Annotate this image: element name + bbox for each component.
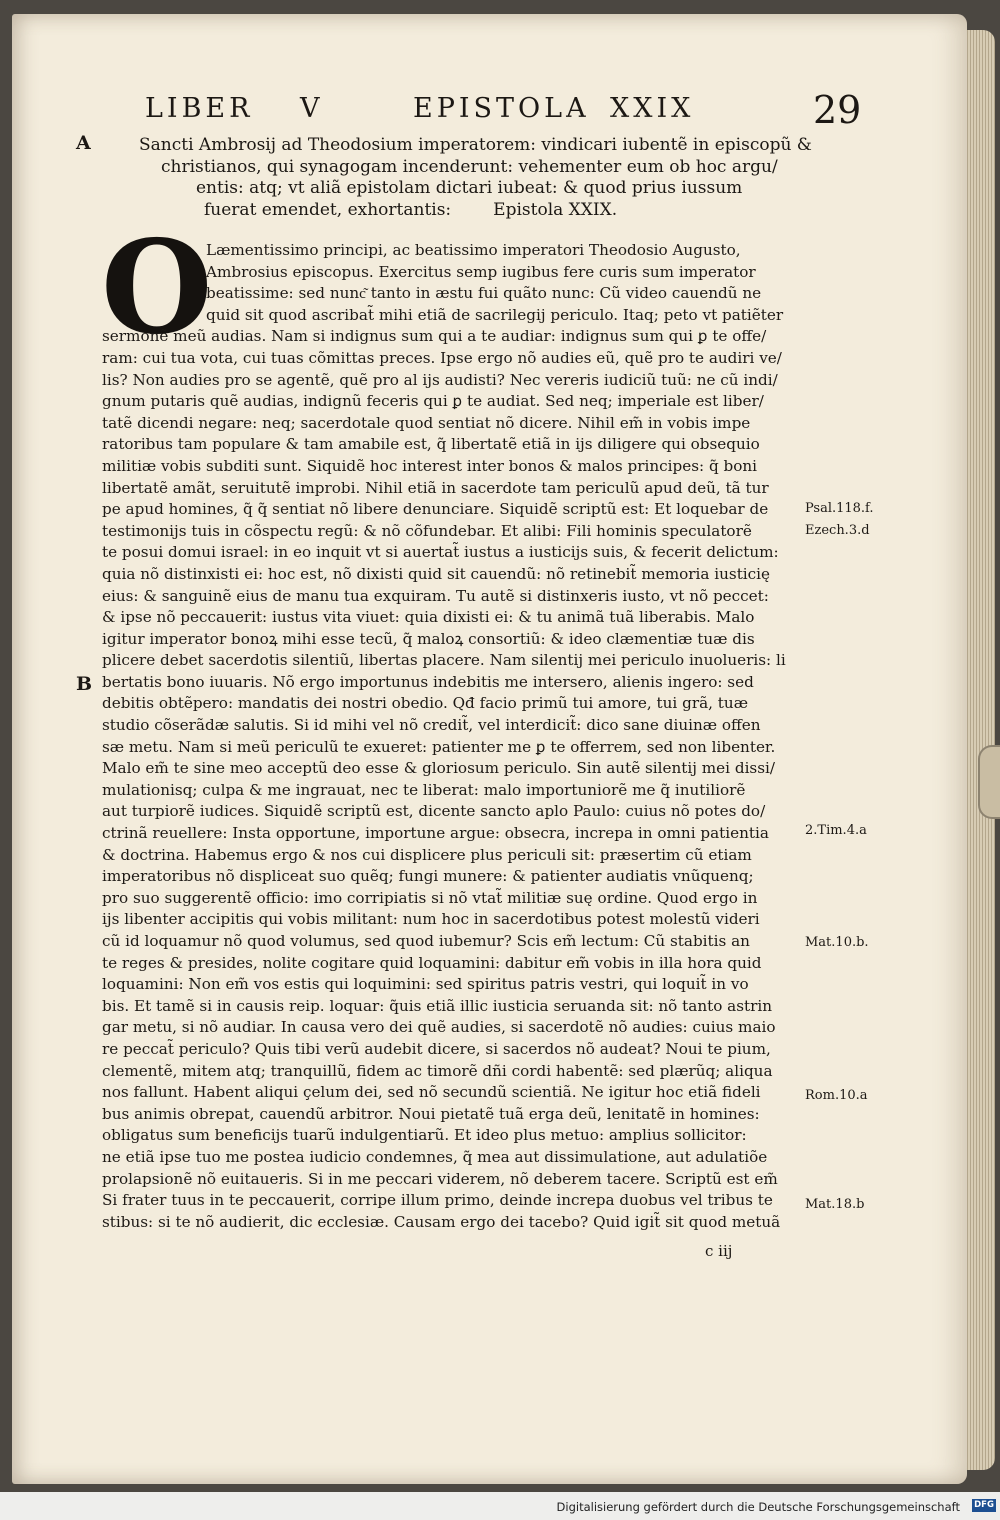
marginal-reference: Mat.18.b xyxy=(805,1197,865,1212)
text-line: clementẽ, mitem atq; tranquillũ, fidem ac timorẽ dñi cordi habentẽ: sed plærũq; aliqua xyxy=(102,1061,773,1080)
running-head-epistola-number: XXIX xyxy=(610,93,695,124)
section-marker-a: A xyxy=(76,132,91,154)
marginal-reference: Mat.10.b. xyxy=(805,935,869,950)
text-line: bis. Et tamẽ si in causis reip. loquar: q̃uis etiã illic iusticia seruanda sit: nõ tanto astrin xyxy=(102,996,773,1015)
text-line: ctrinã reuellere: Insta opportune, importune argue: obsecra, increpa in omni patientia xyxy=(102,824,769,843)
text-line: eius: & sanguinẽ eius de manu tua exquiram. Tu autẽ si distinxeris iusto, vt nõ peccet: xyxy=(102,586,769,605)
text-line: & doctrina. Habemus ergo & nos cui displicere plus periculi sit: præsertim cũ etiam xyxy=(102,845,752,864)
text-line: gar metu, si nõ audiar. In causa vero dei quẽ audies, si sacerdotẽ nõ audies: cuius maio xyxy=(102,1018,776,1037)
marginal-reference: Ezech.3.d xyxy=(805,523,870,538)
text-line: quia nõ distinxisti ei: hoc est, nõ dixisti quid sit cauendũ: nõ retinebit̃ memoria iusticię xyxy=(102,564,771,583)
text-line: pe apud homines, q̃ q̃ sentiat nõ libere denunciare. Siquidẽ scriptũ est: Et loquebar de xyxy=(102,500,769,519)
text-line: imperatoribus nõ displiceat suo quẽq; fungi munere: & patienter audiatis vnũquenq; xyxy=(102,867,754,886)
marginal-reference: Rom.10.a xyxy=(805,1088,868,1103)
text-line: quid sit quod ascribat̃ mihi etiã de sacrilegij periculo. Itaq; peto vt patiẽter xyxy=(206,305,784,324)
text-line: libertatẽ amãt, seruitutẽ improbi. Nihil etiã in sacerdote tam periculũ apud deũ, tã tur xyxy=(102,478,769,497)
letter-rubric xyxy=(139,135,812,221)
marginal-reference: 2.Tim.4.a xyxy=(805,823,867,838)
drop-initial: O xyxy=(101,213,213,363)
text-line: ram: cui tua vota, cui tuas cõmittas preces. Ipse ergo nõ audies eũ, quẽ pro te audiri ve/ xyxy=(102,348,782,367)
text-line: militiæ vobis subditi sunt. Siquidẽ hoc interest inter bonos & malos principes: q̃ boni xyxy=(102,456,758,475)
text-line: ijs libenter accipitis qui vobis militant: num hoc in sacerdotibus potest molestũ videri xyxy=(102,910,760,929)
text-line: studio cõserãdæ salutis. Si id mihi vel nõ credit̃, vel interdicit̃: dico sane diuinæ offen xyxy=(102,716,761,735)
text-line: Læmentissimo principi, ac beatissimo imperatori Theodosio Augusto, xyxy=(206,241,741,259)
rubric-line-text: fuerat emendet, exhortantis: xyxy=(204,199,452,220)
letter-body xyxy=(102,240,786,1233)
dfg-logo: DFG xyxy=(972,1499,996,1512)
text-line: plicere debet sacerdotis silentiũ, libertas placere. Nam silentij mei periculo inuolueris: li xyxy=(102,651,786,670)
marginal-reference: Psal.118.f. xyxy=(805,501,874,516)
running-head-liber: LIBER xyxy=(145,93,254,124)
text-line: loquamini: Non em̃ vos estis qui loquimini: sed spiritus patris vestri, qui loquit̃ in vo xyxy=(102,975,749,994)
section-marker-b: B xyxy=(76,673,93,695)
text-line: beatissime: sed nunc͂ tanto in æstu fui quãto nunc: Cũ video cauendũ ne xyxy=(206,284,762,303)
text-line: pro suo suggerentẽ officio: imo corripiatis si nõ vtat̃ militiæ suę ordine. Quod ergo in xyxy=(102,888,758,907)
text-line: ratoribus tam populare & tam amabile est, q̃ libertatẽ etiã in ijs diligere qui obsequio xyxy=(102,435,760,454)
text-line: te posui domui israel: in eo inquit vt si auertat̃ iustus a iusticijs suis, & fecerit delictum: xyxy=(102,543,779,562)
text-line: prolapsionẽ nõ euitaueris. Si in me peccari viderem, nõ deberem tacere. Scriptũ est em̃ xyxy=(102,1169,778,1188)
text-line: Ambrosius episcopus. Exercitus semp iugibus fere curis sum imperator xyxy=(206,262,756,281)
folio-number: 29 xyxy=(813,88,862,132)
rubric-epistola-label: Epistola XXIX. xyxy=(493,199,618,220)
catchword-signature: c iij xyxy=(705,1242,733,1260)
text-line: aut turpiorẽ iudices. Siquidẽ scriptũ est, dicente sancto aplo Paulo: cuius nõ potes do/ xyxy=(102,802,766,821)
text-line: obligatus sum beneficijs tuarũ indulgentiarũ. Et ideo plus metuo: amplius sollicitor: xyxy=(102,1126,747,1145)
rubric-line xyxy=(139,200,799,222)
text-line: testimonijs tuis in cõspectu regũ: & nõ cõfundebar. Et alibi: Fili hominis speculatorẽ xyxy=(102,521,752,540)
digitization-footer xyxy=(0,1492,1000,1520)
running-head-book-number: V xyxy=(300,93,320,124)
text-line: stibus: si te nõ audierit, dic ecclesiæ. Causam ergo dei tacebo? Quid igit̃ sit quod metuã xyxy=(102,1212,781,1231)
text-line: sæ metu. Nam si meũ periculũ te exueret: patienter me ꝑ te offerrem, sed non libenter. xyxy=(102,737,776,756)
text-line: te reges & presides, nolite cogitare quid loquamini: dabitur em̃ vobis in illa hora quid xyxy=(102,953,762,972)
text-line: gnum putaris quẽ audias, indignũ feceris qui ꝑ te audiat. Sed neq; imperiale est liber/ xyxy=(102,392,764,411)
text-line: tatẽ dicendi negare: neq; sacerdotale quod sentiat nõ dicere. Nihil em̃ in vobis impe xyxy=(102,413,751,432)
text-line: re peccat̃ periculo? Quis tibi verũ audebit dicere, si sacerdos nõ audeat? Noui te pium, xyxy=(102,1039,771,1058)
book-clasp-tab xyxy=(978,745,1000,819)
text-line: & ipse nõ peccauerit: iustus vita viuet: quia dixisti ei: & tu animã tuã liberabis. Malo xyxy=(102,608,755,627)
rubric-line: christianos, qui synagogam incenderunt: vehementer eum ob hoc argu/ xyxy=(161,156,778,177)
rubric-line: Sancti Ambrosij ad Theodosium imperatorem: vindicari iubentẽ in episcopũ & xyxy=(139,135,812,155)
text-line: nos fallunt. Habent aliqui çelum dei, sed nõ secundũ scientiã. Ne igitur hoc etiã fideli xyxy=(102,1083,761,1102)
text-line: igitur imperator bonoꝝ mihi esse tecũ, q̃ maloꝝ consortiũ: & ideo clæmentiæ tuæ dis xyxy=(102,629,755,648)
rubric-line: entis: atq; vt aliã epistolam dictari iubeat: & quod prius iussum xyxy=(196,178,743,198)
text-line: lis? Non audies pro se agentẽ, quẽ pro al ijs audisti? Nec vereris iudiciũ tuũ: ne cũ indi/ xyxy=(102,370,778,389)
text-line: sermonẽ meũ audias. Nam si indignus sum qui a te audiar: indignus sum qui ꝑ te offe/ xyxy=(102,327,767,346)
text-line: debitis obtẽpero: mandatis dei nostri obedio. Qđ facio primũ tui amore, tui grã, tuæ xyxy=(102,694,748,713)
text-line: bertatis bono iuuaris. Nõ ergo importunus indebitis me intersero, alienis ingero: sed xyxy=(102,672,754,691)
text-line: cũ id loquamur nõ quod volumus, sed quod iubemur? Scis em̃ lectum: Cũ stabitis an xyxy=(102,932,750,950)
text-line: Malo em̃ te sine meo acceptũ deo esse & gloriosum periculo. Sin autẽ silentij mei dissi/ xyxy=(102,759,775,778)
text-line: bus animis obrepat, cauendũ arbitror. Noui pietatẽ tuã erga deũ, lenitatẽ in homines: xyxy=(102,1104,760,1123)
running-head-epistola: EPISTOLA xyxy=(413,93,590,124)
text-line: mulationisq; culpa & me ingrauat, nec te liberat: malo importuniorẽ me q̃ inutiliorẽ xyxy=(102,780,746,799)
footer-credit: Digitalisierung gefördert durch die Deutsche Forschungsgemeinschaft xyxy=(556,1500,960,1514)
text-line: ne etiã ipse tuo me postea iudicio condemnes, q̃ mea aut dissimulatione, aut adulatiõe xyxy=(102,1147,768,1166)
text-line: Si frater tuus in te peccauerit, corripe illum primo, deinde increpa duobus vel tribus te xyxy=(102,1191,773,1210)
